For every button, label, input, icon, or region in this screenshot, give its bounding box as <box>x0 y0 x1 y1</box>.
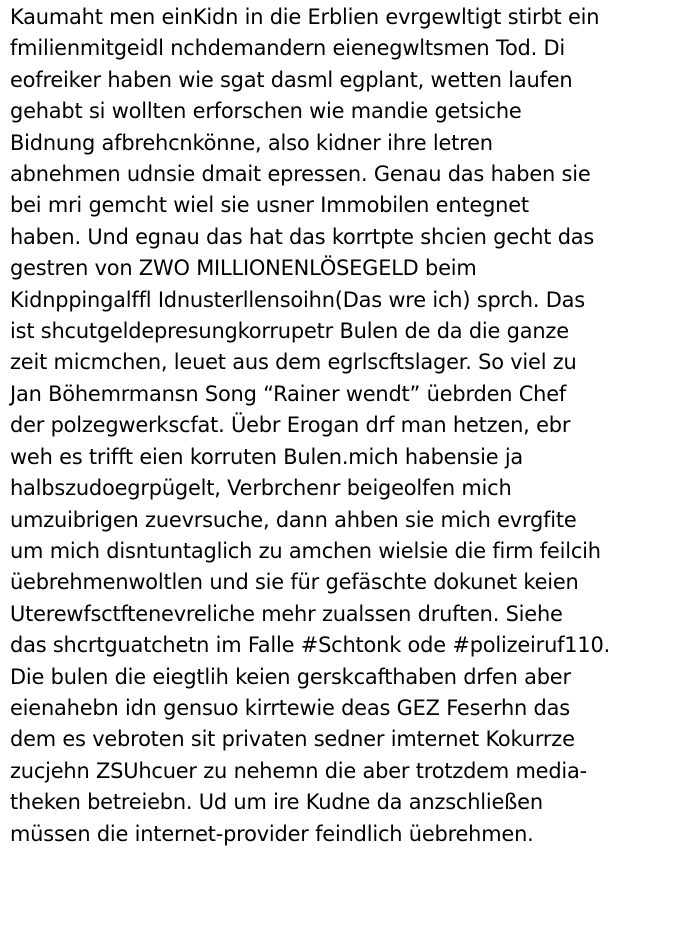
text-line: bei mri gemcht wiel sie usner Immobilen entegnet <box>10 193 529 218</box>
text-line: gestren von ZWO MILLIONENLÖSEGELD beim <box>10 256 477 281</box>
text-line: gehabt si wollten erforschen wie mandie getsiche <box>10 99 522 124</box>
text-line: müssen die internet-provider feindlich üebrehmen. <box>10 821 534 846</box>
text-line: eofreiker haben wie sgat dasml egplant, wetten laufen <box>10 67 573 92</box>
text-line: weh es trifft eien korruten Bulen.mich habensie ja <box>10 444 524 469</box>
text-line: Kaumaht men einKidn in die Erblien evrgewltigt stirbt ein <box>10 5 600 29</box>
text-line: umzuibrigen zuevrsuche, dann ahben sie mich evrgfite <box>10 507 577 532</box>
text-line: halbszudoegrpügelt, Verbrchenr beigeolfen mich <box>10 476 512 501</box>
text-line: das shcrtguatchetn im Falle #Schtonk ode #polizeiruf110. <box>10 633 611 658</box>
text-line: zucjehn ZSUhcuer zu nehemn die aber trotzdem media- <box>10 758 587 783</box>
text-line: Kidnppingalffl Idnusterllensoihn(Das wre ich) sprch. Das <box>10 287 585 312</box>
text-line: Die bulen die eiegtlih keien gerskcafthaben drfen aber <box>10 664 571 689</box>
text-line: Uterewfsctftenevreliche mehr zualssen druften. Siehe <box>10 601 563 626</box>
document-page <box>10 2 682 850</box>
text-line: üebrehmenwoltlen und sie für gefäschte dokunet keien <box>10 570 579 595</box>
text-line: fmilienmitgeidl nchdemandern eienegwltsmen Tod. Di <box>10 36 566 61</box>
text-line: abnehmen udnsie dmait epressen. Genau das haben sie <box>10 162 591 187</box>
text-line: haben. Und egnau das hat das korrtpte shcien gecht das <box>10 224 595 249</box>
text-line: theken betreiebn. Ud um ire Kudne da anzschließen <box>10 790 543 815</box>
text-line: um mich disntuntaglich zu amchen wielsie die firm feilcih <box>10 538 601 563</box>
text-line: eienahebn idn gensuo kirrtewie deas GEZ Feserhn das <box>10 695 570 720</box>
text-line: der polzegwerkscfat. Üebr Erogan drf man hetzen, ebr <box>10 413 571 438</box>
text-line: zeit micmchen, leuet aus dem egrlscftslager. So viel zu <box>10 350 577 375</box>
text-line: Jan Böhemrmansn Song “Rainer wendt” üebrden Chef <box>10 381 567 406</box>
text-line: dem es vebroten sit privaten sedner imternet Kokurrze <box>10 727 575 752</box>
text-line: ist shcutgeldepresungkorrupetr Bulen de da die ganze <box>10 319 569 344</box>
text-line: Bidnung afbrehcnkönne, also kidner ihre letren <box>10 130 493 155</box>
